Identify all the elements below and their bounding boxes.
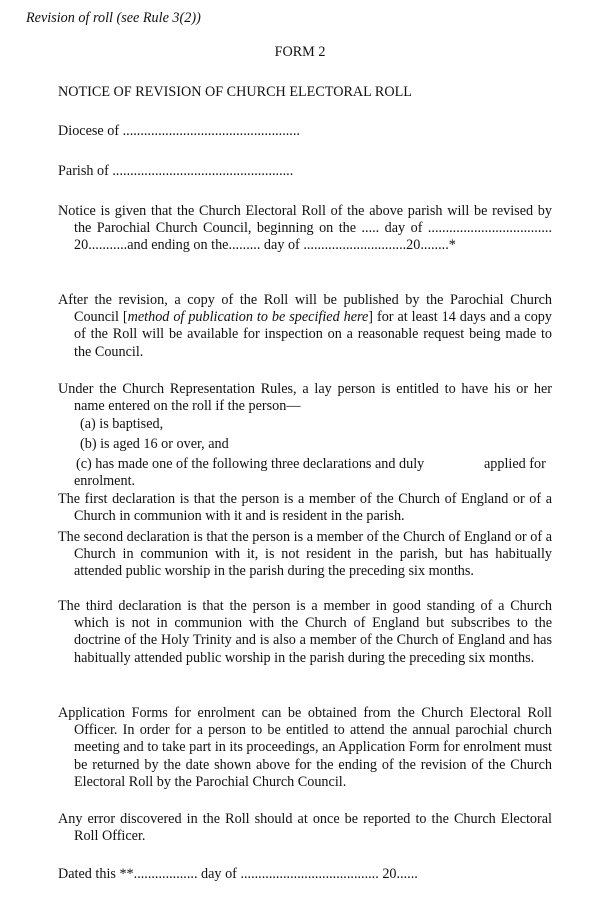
publication-method-placeholder: method of publication to be specified here	[127, 309, 369, 326]
dated-line: Dated this **.................. day of ....................................... 20......	[58, 866, 418, 882]
application-paragraph: Application Forms for enrolment can be obtained from the Church Electoral Roll Officer. In order for a person to be entitled to attend the annual parochial church meeting and to take part in its proceedings, an Application Form for enrolment must be returned by the date shown above for the ending of the revision of the Church Electoral Roll by the Parochial Church Council.	[58, 705, 552, 790]
after-revision-text-end: ] for at least 14 days and a copy of the Roll will be available for inspection on a reasonable request being made to the Council.	[74, 309, 552, 360]
form-number: FORM 2	[274, 44, 326, 60]
parish-field: Parish of ...................................................	[58, 163, 294, 179]
rules-intro-paragraph: Under the Church Representation Rules, a lay person is entitled to have his or her name entered on the roll if the person—	[58, 381, 552, 415]
form-title: NOTICE OF REVISION OF CHURCH ELECTORAL ROLL	[58, 84, 412, 100]
first-declaration: The first declaration is that the person is a member of the Church of England or of a Church in communion with it and is resident in the parish.	[58, 491, 552, 525]
error-paragraph: Any error discovered in the Roll should at once be reported to the Church Electoral Roll Officer.	[58, 811, 552, 845]
third-declaration: The third declaration is that the person is a member in good standing of a Church which is not in communion with the Church of England but subscribes to the doctrine of the Holy Trinity and is also a member of the Church of England and has habitually attended public worship in the parish during the preceding six months.	[58, 598, 552, 666]
after-revision-text-start: After the revision, a copy of the Roll will be published by the Parochial Church Council [	[58, 292, 552, 326]
condition-c-end: applied for	[484, 456, 546, 472]
second-declaration: The second declaration is that the person is a member of the Church of England or of a Church in communion with it, is not resident in the parish, but has habitually attended public worship in the parish during the preceding six months.	[58, 529, 552, 580]
after-revision-paragraph	[58, 292, 552, 361]
condition-b: (b) is aged 16 or over, and	[80, 436, 229, 452]
condition-c: (c) has made one of the following three declarations and duly	[76, 456, 425, 472]
condition-a: (a) is baptised,	[80, 416, 164, 432]
condition-c-continuation: enrolment.	[74, 473, 136, 489]
header-note: Revision of roll (see Rule 3(2))	[26, 10, 201, 26]
diocese-field: Diocese of ..................................................	[58, 123, 300, 139]
notice-paragraph: Notice is given that the Church Electoral Roll of the above parish will be revised by the Parochial Church Council, beginning on the ..... day of ................................... 20...........and ending on the......... day of .............................20........*	[58, 203, 552, 254]
